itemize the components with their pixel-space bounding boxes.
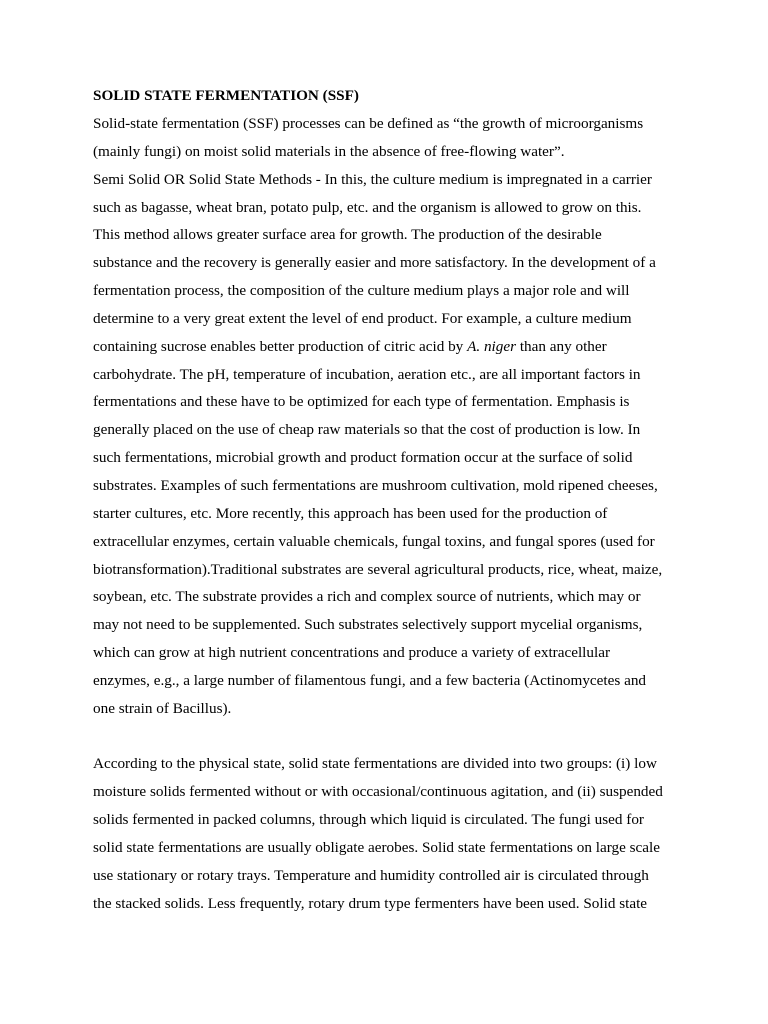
text-line: the stacked solids. Less frequently, rotary drum type fermenters have been used. Solid state [93, 894, 648, 912]
text-line: (mainly fungi) on moist solid materials in the absence of free-flowing water”. [93, 142, 565, 160]
text-line: extracellular enzymes, certain valuable chemicals, fungal toxins, and fungal spores (used for [93, 532, 655, 550]
text-line: Semi Solid OR Solid State Methods - In this, the culture medium is impregnated in a carrier [93, 170, 652, 188]
text-line: use stationary or rotary trays. Temperature and humidity controlled air is circulated through [93, 866, 649, 884]
text-line: According to the physical state, solid state fermentations are divided into two groups: (i) low [93, 755, 657, 773]
text-line: This method allows greater surface area for growth. The production of the desirable [93, 226, 602, 244]
text-line: such as bagasse, wheat bran, potato pulp, etc. and the organism is allowed to grow on this. [93, 198, 642, 216]
text-segment: containing sucrose enables better production of citric acid by [93, 337, 468, 355]
paragraph-physical-state [93, 750, 683, 917]
text-line: carbohydrate. The pH, temperature of incubation, aeration etc., are all important factors in [93, 365, 641, 383]
paragraph-ssf-methods [93, 166, 683, 723]
document-title: SOLID STATE FERMENTATION (SSF) [93, 87, 359, 104]
text-line: enzymes, e.g., a large number of filamentous fungi, and a few bacteria (Actinomycetes and [93, 671, 647, 689]
text-line: starter cultures, etc. More recently, this approach has been used for the production of [93, 504, 608, 522]
text-line: solid state fermentations are usually obligate aerobes. Solid state fermentations on large scale [93, 838, 660, 856]
text-line: soybean, etc. The substrate provides a rich and complex source of nutrients, which may or [93, 588, 641, 606]
text-line-with-italic [93, 333, 683, 361]
text-line: substance and the recovery is generally easier and more satisfactory. In the development of a [93, 254, 656, 272]
text-line: Solid-state fermentation (SSF) processes can be defined as “the growth of microorganisms [93, 115, 644, 132]
text-line: determine to a very great extent the level of end product. For example, a culture medium [93, 309, 632, 327]
italic-organism-name: A. niger [467, 337, 517, 355]
text-line: fermentations and these have to be optimized for each type of fermentation. Emphasis is [93, 393, 630, 411]
text-line: substrates. Examples of such fermentations are mushroom cultivation, mold ripened cheeses, [93, 476, 658, 494]
text-line: moisture solids fermented without or with occasional/continuous agitation, and (ii) suspended [93, 783, 663, 801]
text-line: which can grow at high nutrient concentrations and produce a variety of extracellular [93, 644, 611, 662]
document-page [93, 82, 683, 917]
paragraph-ssf-definition [93, 110, 683, 166]
text-line: solids fermented in packed columns, through which liquid is circulated. The fungi used for [93, 811, 644, 829]
paragraph-spacer [93, 723, 683, 751]
text-segment: than any other [516, 337, 607, 355]
text-line: fermentation process, the composition of the culture medium plays a major role and will [93, 282, 630, 300]
text-line: generally placed on the use of cheap raw materials so that the cost of production is low. In [93, 421, 641, 439]
text-line: one strain of Bacillus). [93, 699, 232, 717]
text-line: may not need to be supplemented. Such substrates selectively support mycelial organisms, [93, 616, 643, 634]
text-line: biotransformation).Traditional substrates are several agricultural products, rice, wheat, maize, [93, 560, 663, 578]
text-line: such fermentations, microbial growth and product formation occur at the surface of solid [93, 449, 633, 467]
